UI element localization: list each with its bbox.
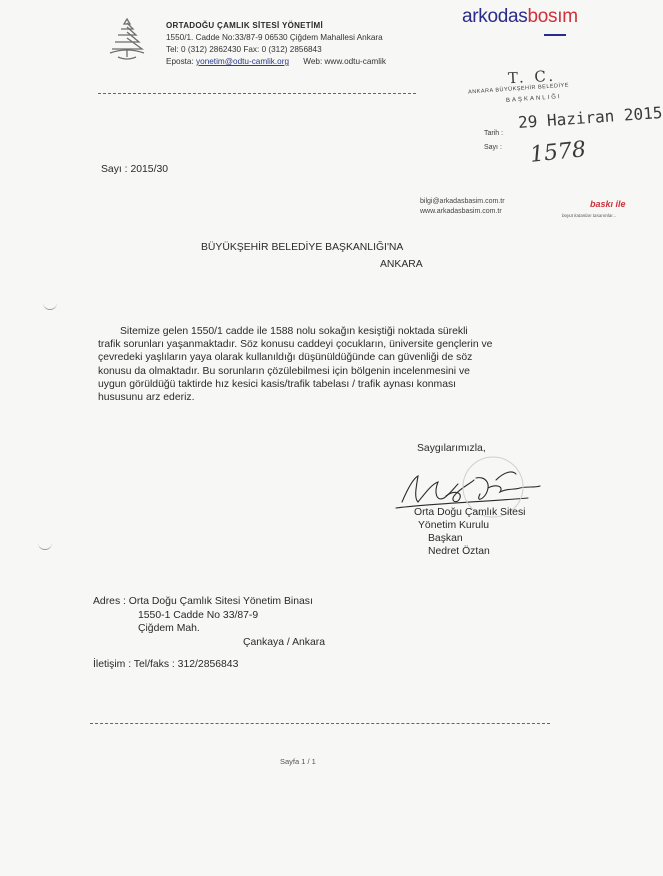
letter-body <box>98 325 531 404</box>
address-line-4: Çankaya / Ankara <box>243 637 326 648</box>
brand-underline <box>544 34 566 36</box>
stamp-tc: T. C. <box>507 66 557 88</box>
closing: Saygılarımızla, <box>417 443 486 454</box>
organization-title: ORTADOĞU ÇAMLIK SİTESİ YÖNETİMİ <box>166 21 324 30</box>
address-line-3: Çiğdem Mah. <box>138 623 200 634</box>
eposta-label: Eposta: <box>166 57 194 66</box>
document-number: Sayı : 2015/30 <box>101 164 169 175</box>
stamp-number-label: Sayı : <box>484 144 502 151</box>
brand-website: www.arkadasbasim.com.tr <box>420 208 502 215</box>
header-phone-fax: Tel: 0 (312) 2862430 Fax: 0 (312) 2856843 <box>166 45 322 54</box>
signer-board: Yönetim Kurulu <box>418 520 490 531</box>
recipient-city: ANKARA <box>380 259 423 270</box>
header-address: 1550/1. Cadde No:33/87-9 06530 Çiğdem Mahallesi Ankara <box>166 33 383 42</box>
footer-divider <box>90 723 550 724</box>
body-line: çevredeki yaşlıların yaya olarak kullanıldığı düşünüldüğünde can güvenliği de söz <box>98 352 473 364</box>
stamp-date: 29 Haziran 2015 <box>517 102 663 133</box>
signer-name: Nedret Öztan <box>428 546 490 557</box>
print-brand-logo <box>462 6 578 28</box>
stamp-date-label: Tarih : <box>484 130 504 137</box>
punch-hole-mark <box>38 542 52 550</box>
brand-slogan: baskı ile <box>590 199 626 209</box>
punch-hole-mark <box>43 302 57 310</box>
page-number: Sayfa 1 / 1 <box>280 757 316 766</box>
body-line: hususunu arz ederiz. <box>98 392 195 404</box>
stamp-handwritten-number: 1578 <box>528 137 588 168</box>
brand-name-part1: arkodas <box>462 6 528 27</box>
body-line: Sitemize gelen 1550/1 cadde ile 1588 nolu sokağın kesiştiği noktada sürekli <box>120 326 468 337</box>
header-web: Web: www.odtu-camlik <box>303 57 386 66</box>
stamp-department: BAŞKANLIĞI <box>505 94 562 104</box>
header-divider <box>98 93 416 94</box>
organization-logo <box>104 17 150 61</box>
body-line: trafik sorunları yaşanmaktadır. Söz konusu caddeyi çocukların, üniversite gençlerin ve <box>98 339 493 351</box>
brand-name-part2: bosım <box>527 6 578 27</box>
body-line: uygun görüldüğü taktirde hız kesici kasis/trafik tabelası / trafik aynası konması <box>98 378 457 390</box>
header-contact <box>166 57 386 66</box>
signer-organization: Orta Doğu Çamlık Sitesi <box>414 507 526 518</box>
brand-email: bilgi@arkadasbasim.com.tr <box>420 198 505 205</box>
registry-stamp <box>462 64 663 168</box>
body-line: konusu da olmaktadır. Bu sorunların çözülebilmesi için bölgenin incelenmesini ve <box>98 365 470 377</box>
header-email-link[interactable]: yonetim@odtu-camlik.org <box>196 57 289 66</box>
address-line-2: 1550-1 Cadde No 33/87-9 <box>138 610 259 621</box>
brand-slogan-sub: boyut katanları tasarımlar... <box>562 213 617 218</box>
stamp-organization: ANKARA BÜYÜKŞEHİR BELEDİYE <box>467 82 570 96</box>
recipient: BÜYÜKŞEHİR BELEDİYE BAŞKANLIĞI'NA <box>201 242 404 253</box>
signer-title: Başkan <box>428 533 463 544</box>
contact-phone: İletişim : Tel/faks : 312/2856843 <box>93 659 239 670</box>
address-line-1: Adres : Orta Doğu Çamlık Sitesi Yönetim Binası <box>93 596 313 607</box>
